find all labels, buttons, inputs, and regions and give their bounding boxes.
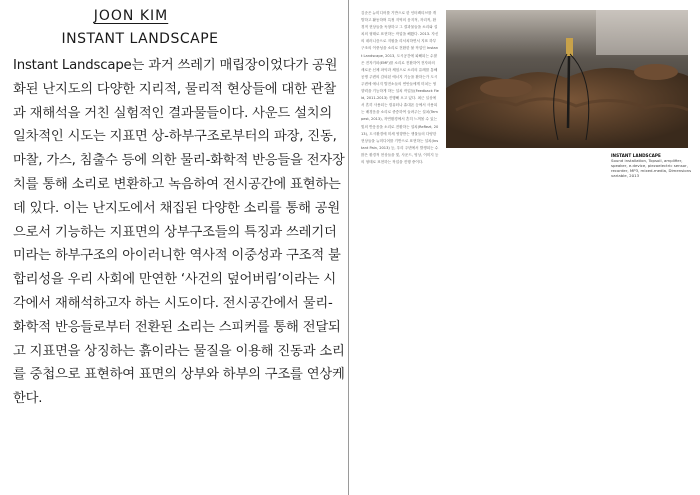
column-divider	[348, 0, 349, 495]
artist-name: JOON KIM	[93, 8, 169, 24]
photo-caption	[611, 153, 693, 178]
caption-title: INSTANT LANDSCAPE	[611, 153, 661, 158]
installation-photo	[446, 10, 688, 148]
body-text: Instant Landscape는 과거 쓰레기 매립장이었다가 공원화된 난지도의 다양한 지리적, 물리적 현상들에 대한 관찰과 재해석을 거친 실험적인 결과물들이다. 사운드 설치의 일차적인 시도는 지표면 상-하부구조로부터의 파장, 진동, 마찰, 가스, 침출수 등에 의한 물리-화학적 반응들을 전자장치를 통해 소리로 변환하고 녹음하여 전시공간에 표현하는 데 있다. 이는 난지도에서 채집된 다양한 소리를 통해 공원으로서 기능하는 지표면의 상부구조들의 특징과 쓰레기더미라는 하부구조의 아이러니한 역사적 이중성과 구조적 불합리성을 우리 사회에 만연한 ‘사건의 덮어버림’이라는 시각에서 재해석하고자 하는 시도이다. 전시공간에서 물리-화학적 반응들로부터 전환된 소리는 스피커를 통해 전달되고 지표면을 상징하는 흙이라는 물질을 이용해 진동과 소리를 중첩으로 표현하여 표면의 상부와 하부의 구조를 연상케 한다.	[13, 58, 345, 407]
caption-text: Sound installation, Topsoil, amplifier, speaker, e.device, piezoelectric sensor, recorder, MP3, mixed-media, Dimensions variable, 2013	[611, 158, 692, 178]
artist-bio-text: 김준은 뉴미디어를 기반으로 한 인터랙티브를 개발하고 활동하며 특정 지역의 음지적, 자리적, 환경적 현상들을 독창하고 그 결과물들을 소리와 설치의 형태로 표현하는 작업을 해왔다. 2013. 자신의 네러니즘으로 지원을 리서치하면서 지표 하부 구조의 이중성을 소리로 전환한 불 작업인 Instant Landscape, 2013, 도시공간에 피해되는 수많은 전자기파(EMF)를 소리로 전환하여 전자파의 새로운 신체 파악과 체험으로 소리의 유례를 통해 공명 주변의 감퇴된 에너지 기능을 환하는가 도시 주변에 에너지 발전소들의 연안들에게 미치는 영향력을 기능하게 하는 설치 작업들(Feedback Field, 2011-2013) 진행해 오고 있다. 최근 일상에서 흔히 사용되는 컴퓨터나 휴대폰 등에서 사용되는 배경음을 소리로 중층하여 들려주는 설치(Tempest, 2013), 자연환경에서 흔히 느껴볼 수 있는 빛의 반응음을 소리로 전환하는 설치(ReRezt, 2013), 도시환경에 미세 영향받는 생물들의 다양한 현상들을 뉴미디어를 기반으로 표현하는 설치(Instant Pain, 2013) 등, 우리 주변에서 발생되는 수많은 환경적 현상들을 빛, 사운드, 영상, 이미지 등의 형태로 표현하는 작업을 진행 중이다.	[361, 11, 439, 164]
work-title: INSTANT LANDSCAPE	[61, 31, 219, 47]
main-column	[0, 0, 348, 495]
